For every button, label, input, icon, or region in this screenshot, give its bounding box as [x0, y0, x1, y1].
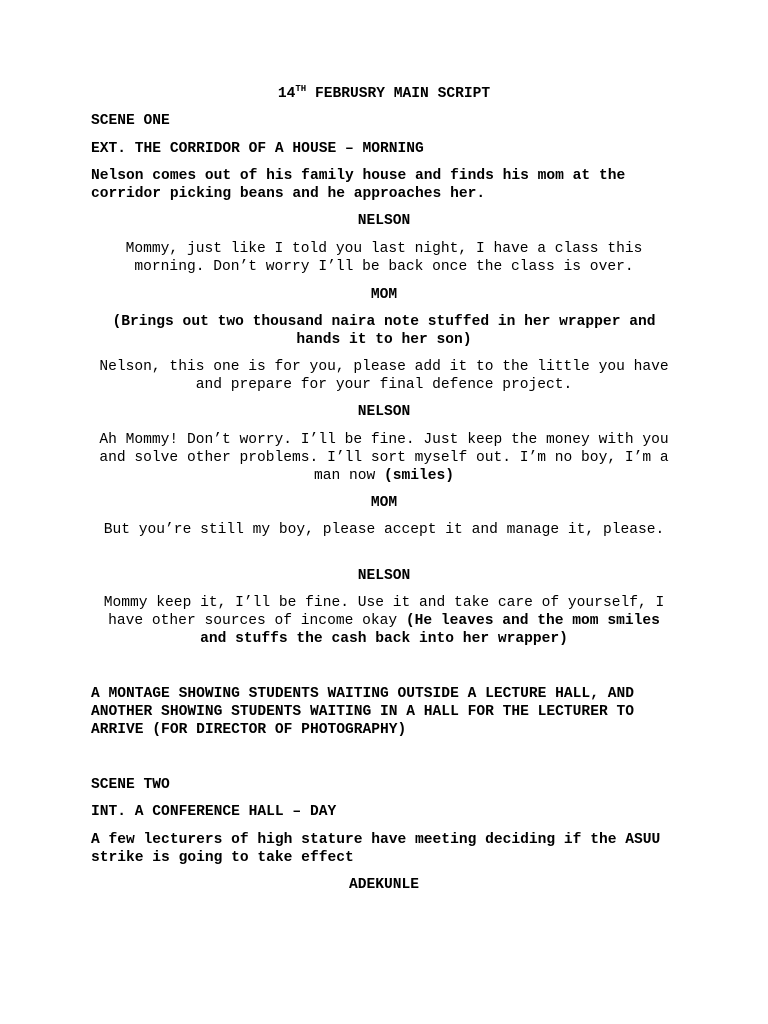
inline-action: (smiles) — [384, 468, 455, 484]
inline-action: (He leaves and the mom smiles and stuffs the cash back into her wrapper) — [200, 613, 660, 647]
character-name: NELSON — [357, 568, 411, 584]
dialogue-text: Mommy keep it, I’ll be fine. Use it and take care of yourself, I have other sources of income okay — [103, 595, 665, 629]
title-number: 14 — [277, 86, 296, 102]
dialogue-line: But you’re still my boy, please accept it and manage it, please. — [103, 522, 665, 538]
character-name: MOM — [370, 495, 398, 511]
scene-one-slugline: EXT. THE CORRIDOR OF A HOUSE – MORNING — [91, 141, 424, 157]
dialogue-text: Ah Mommy! Don’t worry. I’ll be fine. Just keep the money with you and solve other problems. I’ll sort myself out. I’m no boy, I’m a man now — [99, 432, 669, 484]
character-name: MOM — [370, 287, 398, 303]
scene-two-slugline: INT. A CONFERENCE HALL – DAY — [91, 804, 337, 820]
scene-two-action: A few lecturers of high stature have meeting deciding if the ASUU strike is going to take effect — [91, 832, 661, 866]
parenthetical: (Brings out two thousand naira note stuffed in her wrapper and hands it to her son) — [112, 314, 656, 348]
dialogue-line — [91, 431, 677, 485]
character-name: ADEKUNLE — [348, 877, 420, 893]
dialogue-line: Nelson, this one is for you, please add it to the little you have and prepare for your final defence project. — [99, 359, 669, 393]
dialogue-line: Mommy, just like I told you last night, I have a class this morning. Don’t worry I’ll be back once the class is over. — [125, 241, 643, 275]
scene-one-heading: SCENE ONE — [91, 113, 170, 129]
title-text: FEBRUSRY MAIN SCRIPT — [306, 86, 491, 102]
character-name: NELSON — [357, 213, 411, 229]
character-name: NELSON — [357, 404, 411, 420]
title-superscript: TH — [295, 84, 307, 95]
scene-two-heading: SCENE TWO — [91, 777, 170, 793]
script-title — [91, 85, 677, 103]
montage-direction: A MONTAGE SHOWING STUDENTS WAITING OUTSIDE A LECTURE HALL, AND ANOTHER SHOWING STUDENTS WAITING IN A HALL FOR THE LECTURER TO ARRIVE (FOR DIRECTOR OF PHOTOGRAPHY) — [91, 686, 634, 738]
scene-one-action: Nelson comes out of his family house and finds his mom at the corridor picking beans and he approaches her. — [91, 168, 626, 202]
dialogue-line — [91, 594, 677, 648]
